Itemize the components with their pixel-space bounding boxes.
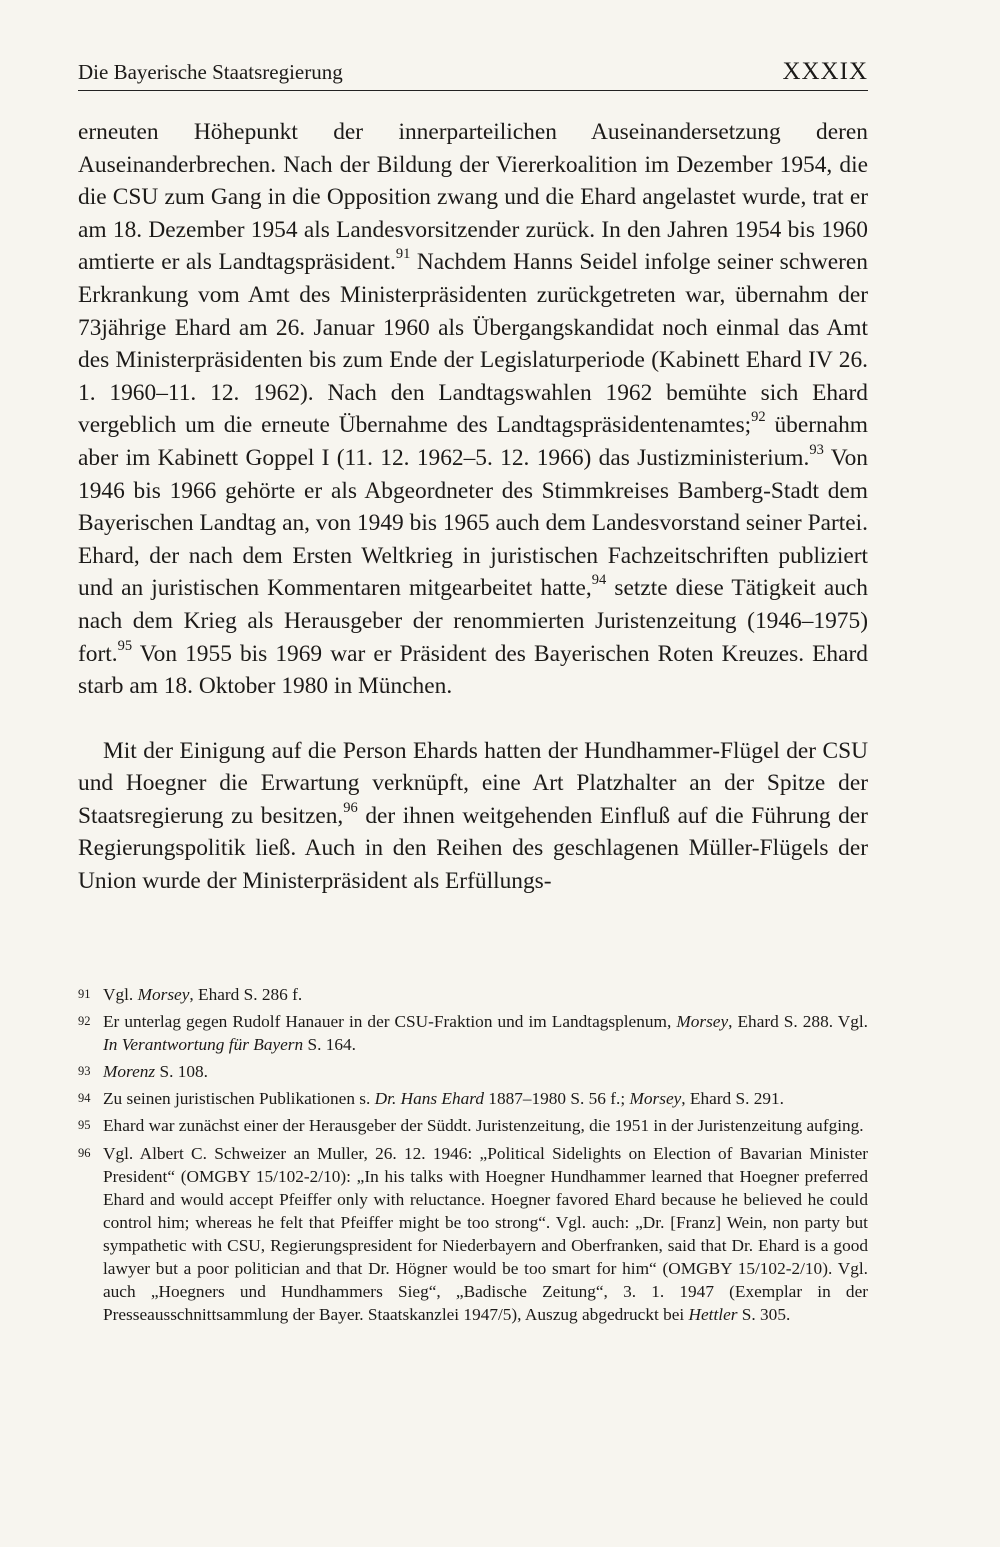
- text-span: setzte diese Tätigkeit auch nach dem Krieg als Herausgeber der renommierten Juristenzeitung (1946–1975) fort.: [78, 575, 868, 667]
- text-span: erneuten Höhepunkt der innerparteilichen Auseinandersetzung deren Auseinanderbrechen. Nach der Bildung der Viererkoalition im Dezember 1954, die die CSU zum Gang in die Opposition zwang und die Ehard angelastet wurde, trat er am 18. Dezember 1954 als Landesvorsitzender zurück. In den Jahren 1954 bis 1960 amtierte er als Landtagspräsident.: [78, 119, 868, 276]
- paragraph-1: [78, 116, 868, 703]
- header-rule: [78, 90, 868, 91]
- footnote-number: 91: [78, 987, 91, 1001]
- footnote-number: 92: [78, 1014, 91, 1029]
- author-name: Hettler: [688, 1305, 738, 1325]
- footnote-text: [103, 1087, 868, 1110]
- footnote: [78, 1087, 868, 1110]
- text-span: S. 164.: [303, 1035, 356, 1055]
- footnote-ref-96[interactable]: 96: [343, 799, 358, 816]
- footnote-text: [103, 1010, 868, 1056]
- author-name: Morsey: [676, 1012, 729, 1032]
- text-span: Vgl. Albert C. Schweizer an Muller, 26. 12. 1946: „Political Sidelights on Election of Bavarian Minister President“ (OMGBY 15/102-2/10): „In his talks with Hoegner Hundhammer learned that Hoegner preferred Ehard and would accept Pfeiffer only with reluctance. Hoegner favored Ehard because he believed he could control him; whereas he felt that Pfeiffer might be too strong“. Vgl. auch: „Dr. [Franz] Wein, non party but sympathetic with CSU, Regierungspresident for Niederbayern and Oberfranken, said that Dr. Ehard is a good lawyer but a poor politician and that Dr. Högner would be too smart for him“ (OMGBY 15/102-2/10). Vgl. auch „Hoegners und Hundhammers Sieg“, „Badische Zeitung“, 3. 1. 1947 (Exemplar in der Presseausschnittsammlung der Bayer. Staatskanzlei 1947/5), Auszug abgedruckt bei: [103, 1143, 868, 1325]
- work-title: Dr. Hans Ehard: [374, 1089, 484, 1109]
- text-span: , Ehard S. 288. Vgl.: [728, 1012, 868, 1032]
- footnote: [78, 1060, 868, 1083]
- text-span: , Ehard S. 286 f.: [189, 985, 303, 1004]
- running-header: [78, 58, 868, 86]
- footnote-number: 94: [78, 1091, 91, 1106]
- text-span: Zu seinen juristischen Publikationen s.: [103, 1089, 375, 1109]
- footnote-ref-94[interactable]: 94: [591, 572, 607, 589]
- footnote: [78, 1010, 868, 1056]
- footnote-ref-92[interactable]: 92: [751, 409, 766, 426]
- footnote-ref-91[interactable]: 91: [395, 246, 411, 263]
- text-span: der ihnen weitgehenden Einfluß auf die Führung der Regierungspolitik ließ. Auch in den Reihen des geschlagenen Müller-Flügels der Union wurde der Ministerpräsident als Erfüllungs-: [78, 802, 868, 895]
- text-span: 1887–1980 S. 56 f.;: [483, 1089, 630, 1109]
- footnote-text: [103, 983, 868, 1006]
- text-span: Er unterlag gegen Rudolf Hanauer in der CSU-Fraktion und im Landtagsplenum,: [103, 1012, 677, 1032]
- footnote-text: [103, 1142, 868, 1327]
- text-span: übernahm aber im Kabinett Goppel I (11. 12. 1962–5. 12. 1966) das Justizministerium.: [78, 412, 868, 471]
- footnotes: [78, 983, 868, 1330]
- footnote-ref-95[interactable]: 95: [117, 637, 133, 654]
- author-name: Morsey: [137, 985, 190, 1004]
- text-span: Nachdem Hanns Seidel infolge seiner schweren Erkrankung vom Amt des Ministerpräsidenten zurückgetreten war, übernahm der 73jährige Ehard am 26. Januar 1960 als Übergangskandidat noch einmal das Amt des Ministerpräsidenten bis zum Ende der Legislaturperiode (Kabinett Ehard IV 26. 1. 1960–11. 12. 1962). Nach den Landtagswahlen 1962 bemühte sich Ehard vergeblich um die erneute Übernahme des Landtagspräsidentenamtes;: [78, 249, 868, 439]
- author-name: Morsey: [629, 1089, 682, 1109]
- footnote-text: [103, 1114, 868, 1137]
- footnote: [78, 1114, 868, 1137]
- text-span: S. 108.: [155, 1062, 208, 1082]
- text-span: Von 1955 bis 1969 war er Präsident des Bayerischen Roten Kreuzes. Ehard starb am 18. Oktober 1980 in München.: [78, 640, 868, 700]
- footnote-number: 96: [78, 1145, 91, 1160]
- text-span: Ehard war zunächst einer der Herausgeber der Süddt. Juristenzeitung, die 1951 in der Juristenzeitung aufging.: [103, 1116, 864, 1136]
- running-header-title: Die Bayerische Staatsregierung: [78, 60, 343, 84]
- footnote-number: 93: [78, 1064, 91, 1079]
- page-number: XXXIX: [782, 58, 868, 85]
- text-span: Mit der Einigung auf die Person Ehards hatten der Hundhammer-Flügel der CSU und Hoegner die Erwartung verknüpft, eine Art Platzhalter an der Spitze der Staatsregierung zu besitzen,: [78, 737, 868, 829]
- paragraph-2: [78, 735, 868, 898]
- text-span: S. 305.: [737, 1305, 791, 1325]
- text-span: Von 1946 bis 1966 gehörte er als Abgeordneter des Stimmkreises Bamberg-Stadt dem Bayerischen Landtag an, von 1949 bis 1965 auch dem Landesvorstand seiner Partei. Ehard, der nach dem Ersten Weltkrieg in juristischen Fachzeitschriften publiziert und an juristischen Kommentaren mitgearbeitet hatte,: [78, 444, 868, 602]
- footnote-text: [103, 1060, 868, 1083]
- work-title: In Verantwortung für Bayern: [103, 1035, 304, 1055]
- footnote: [78, 983, 868, 1006]
- text-span: , Ehard S. 291.: [681, 1089, 784, 1109]
- main-text: [78, 116, 868, 898]
- footnote-ref-93[interactable]: 93: [809, 441, 824, 458]
- footnote-number: 95: [78, 1118, 91, 1133]
- author-name: Morenz: [103, 1062, 156, 1082]
- text-span: Vgl.: [103, 985, 138, 1004]
- footnote: [78, 1142, 868, 1327]
